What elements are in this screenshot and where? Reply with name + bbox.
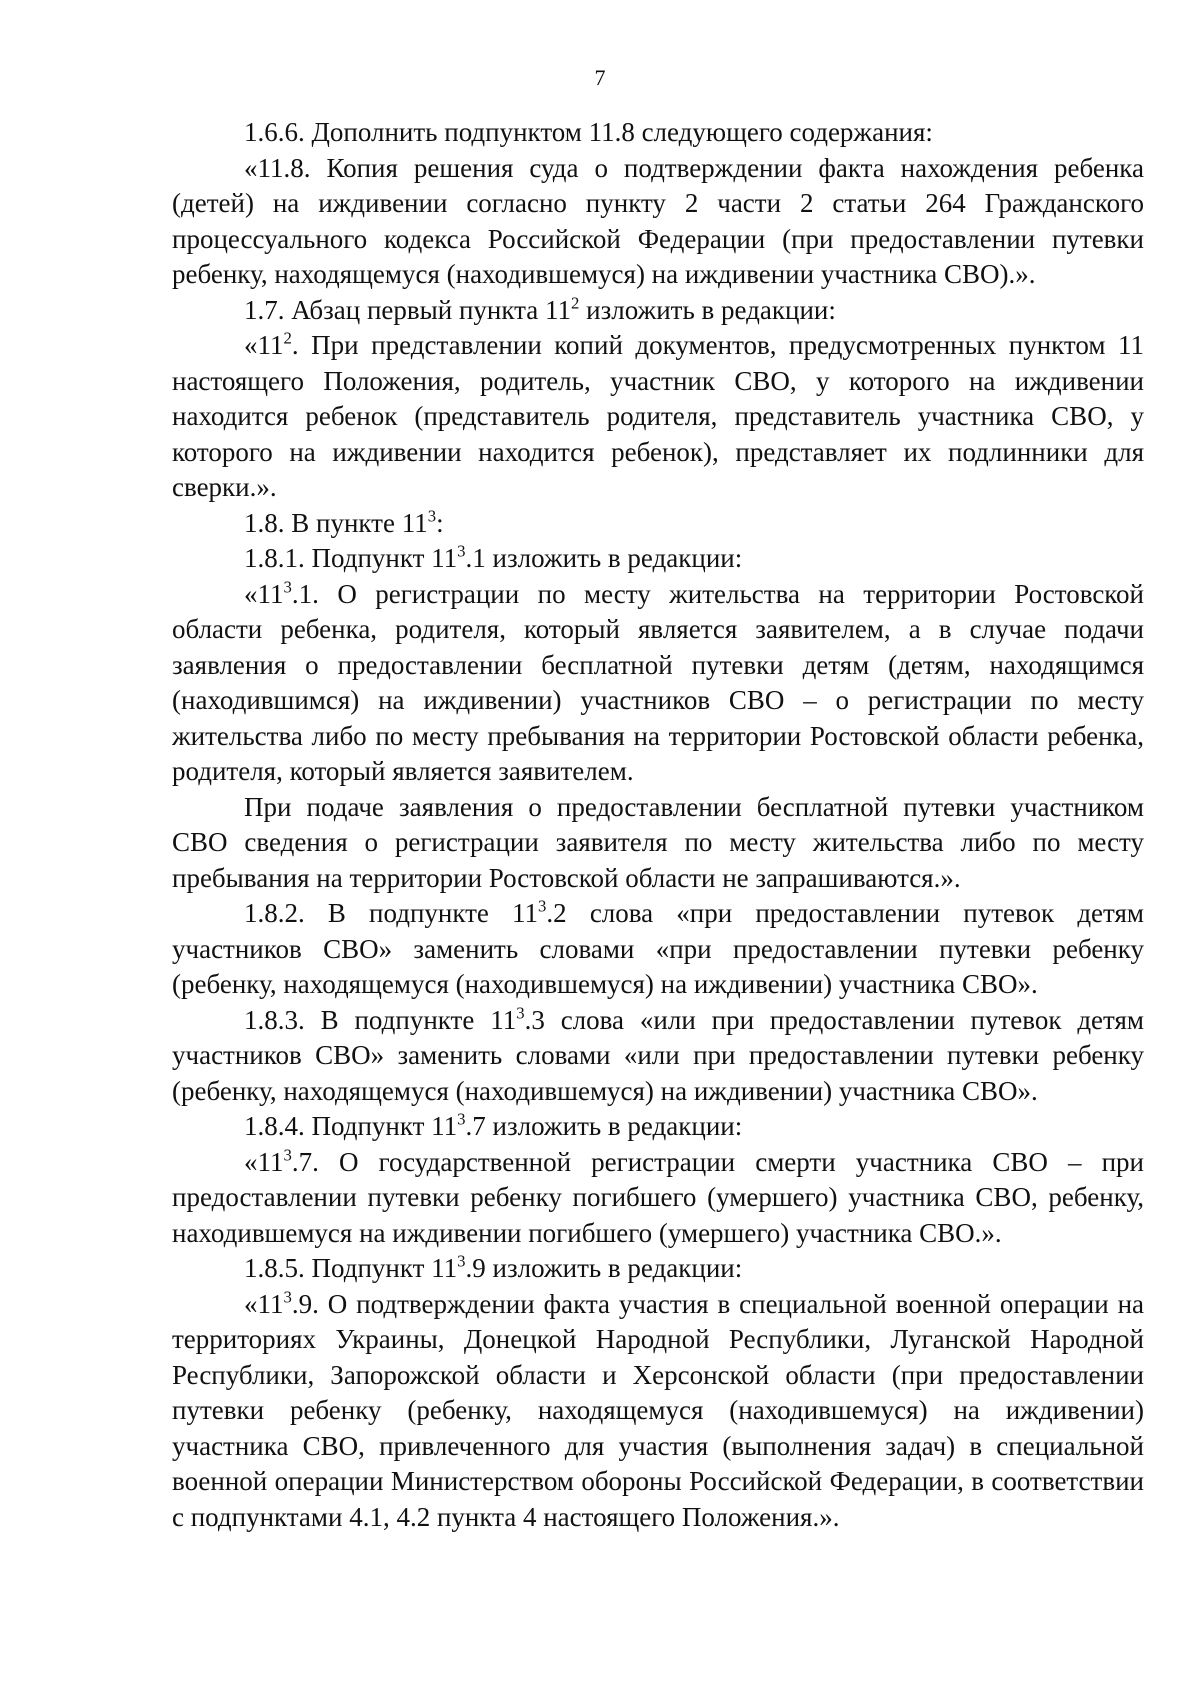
text-run: .7. О государственной регистрации смерти участника СВО – при предоставлении путевки ребенку погибшего (умершего) участника СВО, ребенку, находившемуся на иждивении погибшего (умершего) участника СВО.». bbox=[172, 1146, 1144, 1248]
text-run: .1. О регистрации по месту жительства на территории Ростовской области ребенка, родителя, который является заявителем, а в случае подачи заявления о предоставлении бесплатной путевки детям (детям, находящимся (находившимся) на иждивении) участников СВО – о регистрации по месту жительства либо по месту пребывания на территории Ростовской области ребенка, родителя, который является заявителем. bbox=[172, 578, 1144, 786]
text-run: : bbox=[436, 507, 444, 538]
text-run: .9. О подтверждении факта участия в специальной военной операции на территориях Украины, Донецкой Народной Республики, Луганской Народной Республики, Запорожской области и Херсонской области (при предоставлении путевки ребенку (ребенку, находящемуся (находившемуся) на иждивении) участника СВО, привлеченного для участия (выполнения задач) в специальной военной операции Министерством обороны Российской Федерации, в соответствии с подпунктами 4.1, 4.2 пункта 4 настоящего Положения.». bbox=[172, 1288, 1144, 1532]
text-run: «11 bbox=[244, 330, 284, 360]
text-run: 1.8.2. В подпункте 11 bbox=[244, 898, 539, 928]
paragraph-1-7 bbox=[172, 293, 1144, 329]
text-run: 1.8.4. Подпункт 11 bbox=[244, 1111, 458, 1141]
text-run: При подаче заявления о предоставлении бесплатной путевки участником СВО сведения о регистрации заявителя по месту жительства либо по месту пребывания на территории Ростовской области не запрашиваются.». bbox=[172, 791, 1144, 893]
text-run: 1.8.3. В подпункте 11 bbox=[244, 1004, 517, 1035]
text-run: .1 изложить в редакции: bbox=[465, 543, 743, 573]
text-run: 1.8. В пункте 11 bbox=[244, 507, 428, 538]
text-run: .7 изложить в редакции: bbox=[465, 1111, 743, 1141]
paragraph-1-8-2 bbox=[172, 896, 1144, 1003]
paragraph-application-note bbox=[172, 790, 1144, 897]
text-run: 1.8.5. Подпункт 11 bbox=[244, 1253, 458, 1283]
superscript: 3 bbox=[427, 506, 437, 526]
text-run: изложить в редакции: bbox=[579, 294, 836, 325]
text-run: «11 bbox=[244, 578, 284, 609]
text-run: «11 bbox=[244, 1288, 284, 1319]
superscript: 3 bbox=[457, 1251, 466, 1271]
superscript: 3 bbox=[283, 1287, 292, 1307]
superscript: 2 bbox=[571, 293, 580, 313]
text-run: . При представлении копий документов, предусмотренных пунктом 11 настоящего Положения, родитель, участник СВО, у которого на иждивении находится ребенок (представитель родителя, представитель участника СВО, у которого на иждивении находится ребенок), представляет их подлинники для сверки.». bbox=[172, 330, 1144, 502]
paragraph-1-6-6 bbox=[172, 115, 1144, 151]
paragraph-11-3-9-quote bbox=[172, 1287, 1144, 1536]
paragraph-11-8-quote bbox=[172, 151, 1144, 293]
paragraph-1-8 bbox=[172, 506, 1144, 542]
superscript: 3 bbox=[283, 1145, 292, 1165]
paragraph-1-8-5 bbox=[172, 1251, 1144, 1287]
superscript: 3 bbox=[538, 896, 547, 916]
superscript: 3 bbox=[457, 541, 466, 561]
superscript: 3 bbox=[516, 1003, 525, 1023]
text-run: .2 слова «при предоставлении путевок детям участников СВО» заменить словами «при предоставлении путевки ребенку (ребенку, находящемуся (находившемуся) на иждивении) участника СВО». bbox=[172, 898, 1144, 999]
paragraph-11-3-1-quote bbox=[172, 577, 1144, 790]
paragraph-11-2-quote bbox=[172, 328, 1144, 506]
paragraph-1-8-4 bbox=[172, 1109, 1144, 1145]
text-run: «11.8. Копия решения суда о подтверждении факта нахождения ребенка (детей) на иждивении согласно пункту 2 части 2 статьи 264 Гражданского процессуального кодекса Российской Федерации (при предоставлении путевки ребенку, находящемуся (находившемуся) на иждивении участника СВО).». bbox=[172, 152, 1144, 289]
paragraph-11-3-7-quote bbox=[172, 1145, 1144, 1252]
text-run: .3 слова «или при предоставлении путевок детям участников СВО» заменить словами «или при предоставлении путевки ребенку (ребенку, находящемуся (находившемуся) на иждивении) участника СВО». bbox=[172, 1004, 1144, 1106]
paragraph-1-8-1 bbox=[172, 541, 1144, 577]
document-body bbox=[172, 115, 1144, 1535]
superscript: 3 bbox=[283, 577, 292, 597]
text-run: 1.6.6. Дополнить подпунктом 11.8 следующего содержания: bbox=[244, 117, 933, 147]
page-number: 7 bbox=[594, 65, 606, 90]
text-run: 1.7. Абзац первый пункта 11 bbox=[244, 294, 572, 325]
superscript: 3 bbox=[457, 1109, 466, 1129]
paragraph-1-8-3 bbox=[172, 1003, 1144, 1110]
text-run: «11 bbox=[244, 1146, 284, 1177]
text-run: .9 изложить в редакции: bbox=[465, 1253, 743, 1283]
text-run: 1.8.1. Подпункт 11 bbox=[244, 543, 458, 573]
superscript: 2 bbox=[283, 328, 292, 348]
